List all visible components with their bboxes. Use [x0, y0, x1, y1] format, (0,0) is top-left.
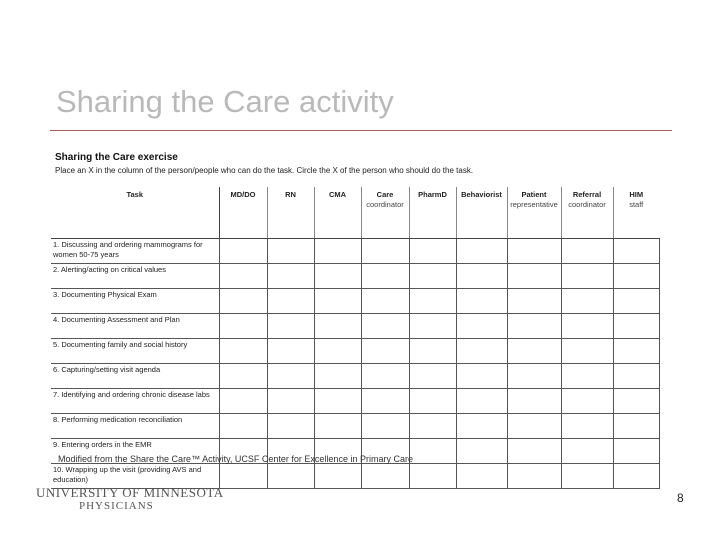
assignment-cell[interactable]: [361, 264, 409, 289]
column-header-behaviorist: Behaviorist: [456, 187, 507, 239]
assignment-cell[interactable]: [456, 464, 507, 489]
assignment-cell[interactable]: [219, 339, 267, 364]
assignment-cell[interactable]: [409, 314, 456, 339]
table-row: [51, 364, 659, 389]
assignment-cell[interactable]: [409, 439, 456, 464]
assignment-cell[interactable]: [267, 314, 314, 339]
assignment-cell[interactable]: [456, 414, 507, 439]
task-label: 10. Wrapping up the visit (providing AVS and education): [51, 464, 219, 489]
assignment-cell[interactable]: [361, 389, 409, 414]
column-header-patient-representative: Patient representative: [507, 187, 561, 239]
assignment-cell[interactable]: [314, 264, 361, 289]
task-label: 7. Identifying and ordering chronic disease labs: [51, 389, 219, 414]
assignment-cell[interactable]: [507, 464, 561, 489]
assignment-cell[interactable]: [267, 364, 314, 389]
assignment-cell[interactable]: [507, 239, 561, 264]
assignment-cell[interactable]: [507, 439, 561, 464]
university-logo-subtitle: PHYSICIANS: [79, 500, 154, 512]
assignment-cell[interactable]: [267, 289, 314, 314]
assignment-cell[interactable]: [409, 389, 456, 414]
assignment-cell[interactable]: [314, 339, 361, 364]
assignment-cell[interactable]: [267, 339, 314, 364]
assignment-cell[interactable]: [613, 339, 659, 364]
task-label: 8. Performing medication reconciliation: [51, 414, 219, 439]
table-row: [51, 414, 659, 439]
assignment-cell[interactable]: [409, 239, 456, 264]
assignment-cell[interactable]: [314, 239, 361, 264]
table-row: [51, 289, 659, 314]
column-header-him-staff: HIM staff: [613, 187, 659, 239]
table-row: [51, 239, 659, 264]
exercise-title: Sharing the Care exercise: [55, 152, 178, 163]
column-header-rn: RN: [267, 187, 314, 239]
column-header-pharmd: PharmD: [409, 187, 456, 239]
assignment-cell[interactable]: [314, 389, 361, 414]
assignment-cell[interactable]: [409, 364, 456, 389]
table-row: [51, 314, 659, 339]
assignment-cell[interactable]: [219, 264, 267, 289]
assignment-cell[interactable]: [361, 289, 409, 314]
assignment-cell[interactable]: [613, 364, 659, 389]
assignment-cell[interactable]: [361, 414, 409, 439]
assignment-cell[interactable]: [561, 339, 613, 364]
task-column-header: Task: [51, 187, 219, 239]
title-divider: [50, 130, 672, 131]
task-label: 5. Documenting family and social history: [51, 339, 219, 364]
assignment-cell[interactable]: [219, 414, 267, 439]
assignment-cell[interactable]: [267, 264, 314, 289]
assignment-cell[interactable]: [361, 464, 409, 489]
column-header-md-do: MD/DO: [219, 187, 267, 239]
assignment-cell[interactable]: [561, 264, 613, 289]
assignment-cell[interactable]: [267, 464, 314, 489]
table-row: [51, 389, 659, 414]
task-label: 3. Documenting Physical Exam: [51, 289, 219, 314]
assignment-cell[interactable]: [613, 314, 659, 339]
assignment-cell[interactable]: [613, 289, 659, 314]
assignment-cell[interactable]: [507, 339, 561, 364]
assignment-cell[interactable]: [561, 414, 613, 439]
assignment-cell[interactable]: [507, 389, 561, 414]
exercise-instructions: Place an X in the column of the person/people who can do the task. Circle the X of the person who should do the task.: [55, 166, 474, 175]
assignment-cell[interactable]: [314, 364, 361, 389]
assignment-cell[interactable]: [361, 339, 409, 364]
assignment-cell[interactable]: [613, 264, 659, 289]
assignment-cell[interactable]: [613, 414, 659, 439]
assignment-cell[interactable]: [219, 364, 267, 389]
assignment-cell[interactable]: [613, 239, 659, 264]
assignment-cell[interactable]: [561, 289, 613, 314]
assignment-cell[interactable]: [561, 389, 613, 414]
assignment-cell[interactable]: [456, 289, 507, 314]
assignment-cell[interactable]: [507, 289, 561, 314]
assignment-cell[interactable]: [314, 314, 361, 339]
assignment-cell[interactable]: [409, 289, 456, 314]
assignment-cell[interactable]: [219, 239, 267, 264]
table-row: [51, 264, 659, 289]
table-header-row: [51, 187, 659, 239]
assignment-cell[interactable]: [219, 464, 267, 489]
task-label: 1. Discussing and ordering mammograms for women 50-75 years: [51, 239, 219, 264]
assignment-cell[interactable]: [561, 439, 613, 464]
assignment-cell[interactable]: [267, 239, 314, 264]
source-caption: Modified from the Share the Care™ Activity, UCSF Center for Excellence in Primary Care: [58, 454, 413, 464]
table-row: [51, 339, 659, 364]
assignment-cell[interactable]: [613, 439, 659, 464]
task-label: 2. Alerting/acting on critical values: [51, 264, 219, 289]
assignment-cell[interactable]: [267, 389, 314, 414]
assignment-cell[interactable]: [561, 239, 613, 264]
assignment-cell[interactable]: [507, 264, 561, 289]
column-header-care-coordinator: Care coordinator: [361, 187, 409, 239]
assignment-cell[interactable]: [456, 314, 507, 339]
assignment-cell[interactable]: [409, 414, 456, 439]
assignment-cell[interactable]: [613, 389, 659, 414]
column-header-referral-coordinator: Referral coordinator: [561, 187, 613, 239]
assignment-cell[interactable]: [361, 239, 409, 264]
assignment-cell[interactable]: [409, 264, 456, 289]
assignment-cell[interactable]: [456, 364, 507, 389]
assignment-cell[interactable]: [314, 414, 361, 439]
assignment-cell[interactable]: [219, 314, 267, 339]
task-label: 9. Entering orders in the EMR: [51, 439, 219, 464]
column-header-cma: CMA: [314, 187, 361, 239]
page-number: 8: [677, 491, 684, 505]
assignment-cell[interactable]: [456, 339, 507, 364]
assignment-cell[interactable]: [507, 414, 561, 439]
assignment-cell[interactable]: [561, 464, 613, 489]
assignment-cell[interactable]: [456, 439, 507, 464]
assignment-cell[interactable]: [219, 289, 267, 314]
assignment-cell[interactable]: [409, 339, 456, 364]
task-assignment-table: [51, 187, 660, 489]
assignment-cell[interactable]: [561, 364, 613, 389]
assignment-cell[interactable]: [361, 314, 409, 339]
university-logo: UNIVERSITY OF MINNESOTA: [36, 485, 224, 500]
assignment-cell[interactable]: [456, 264, 507, 289]
assignment-cell[interactable]: [456, 239, 507, 264]
assignment-cell[interactable]: [409, 464, 456, 489]
assignment-cell[interactable]: [361, 364, 409, 389]
task-label: 6. Capturing/setting visit agenda: [51, 364, 219, 389]
assignment-cell[interactable]: [219, 389, 267, 414]
assignment-cell[interactable]: [507, 364, 561, 389]
assignment-cell[interactable]: [267, 414, 314, 439]
task-label: 4. Documenting Assessment and Plan: [51, 314, 219, 339]
assignment-cell[interactable]: [613, 464, 659, 489]
assignment-cell[interactable]: [456, 389, 507, 414]
assignment-cell[interactable]: [561, 314, 613, 339]
assignment-cell[interactable]: [507, 314, 561, 339]
slide-title: Sharing the Care activity: [56, 84, 394, 119]
assignment-cell[interactable]: [314, 464, 361, 489]
assignment-cell[interactable]: [314, 289, 361, 314]
